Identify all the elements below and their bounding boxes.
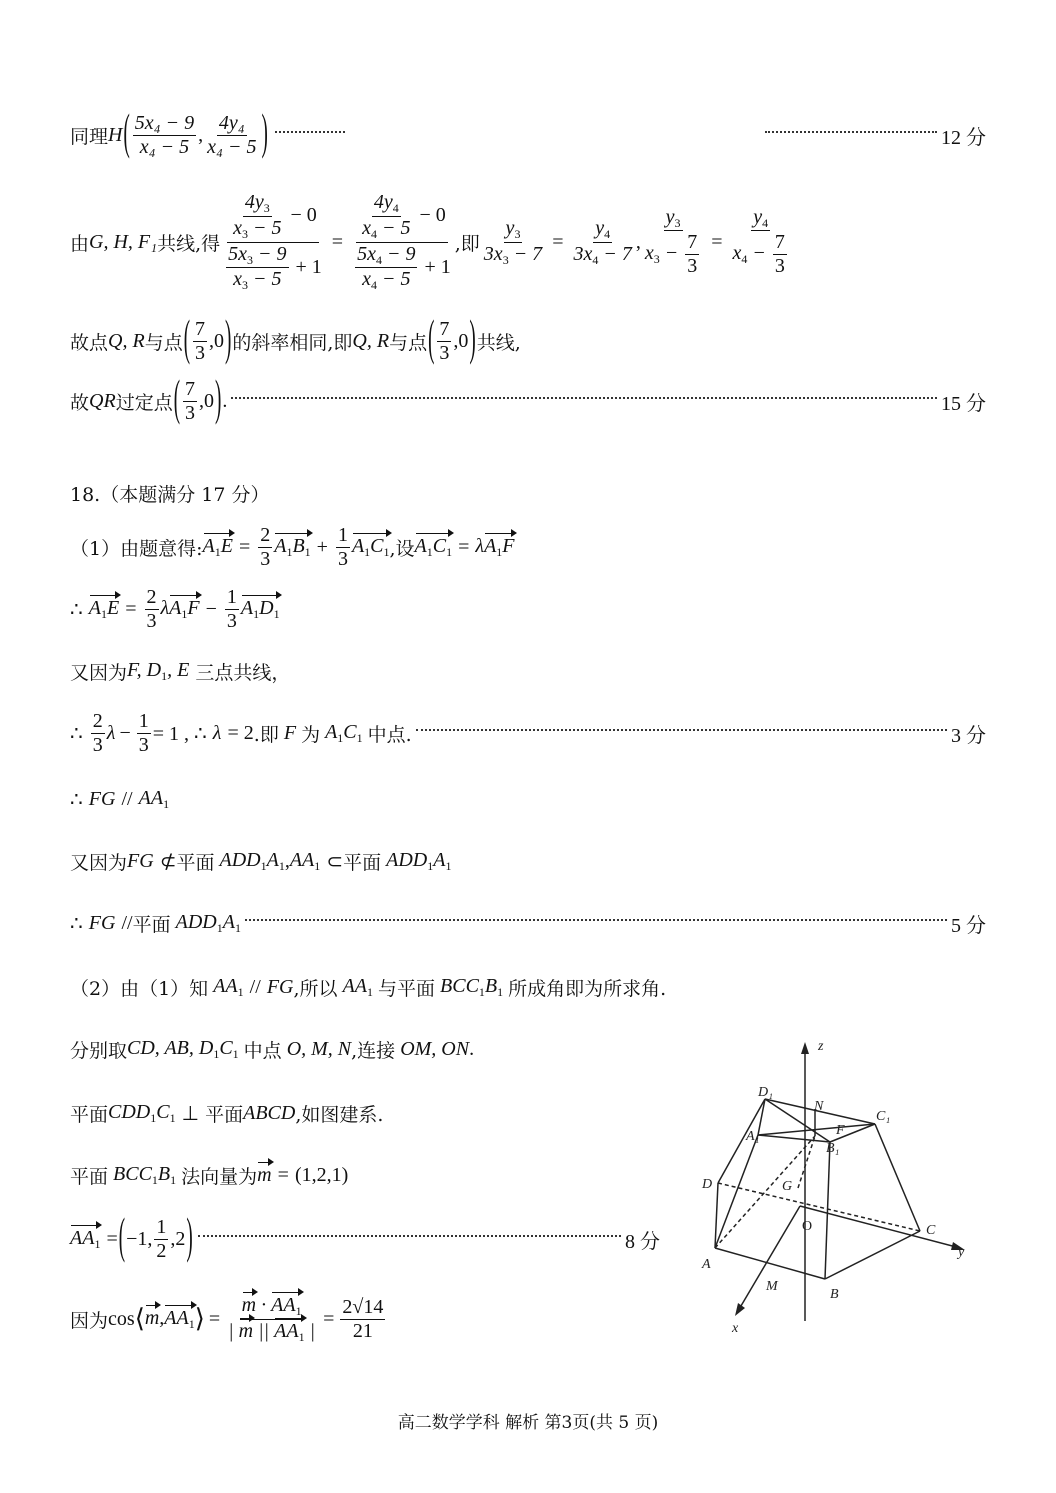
solution-line-fixed-point: 故 QR 过定点 ( $\frac{7}{3}$ ,0 ) . 15 分 xyxy=(70,372,986,427)
svg-text:G: G xyxy=(782,1179,793,1194)
page-footer: 高二数学学科 解析 第3页(共 5 页) xyxy=(397,1413,659,1433)
score-3: 3 分 xyxy=(951,724,986,747)
q18-part1-line5: ∴ FG // $AA_1$ xyxy=(70,786,170,811)
svg-text:A: A xyxy=(702,1257,711,1272)
q18-part2-line6: 因为 cos ⟨ $m,AA_1$ ⟩ = $\frac{m \cdot AA_1}{| m || AA_1 |}$ = $\frac{2√14}{21}$ xyxy=(70,1293,384,1344)
svg-text:F: F xyxy=(836,1123,845,1138)
svg-text:C₁: C₁ xyxy=(876,1109,891,1124)
svg-text:D₁: D₁ xyxy=(758,1085,773,1100)
fraction-h-x: $\frac{\text{5x₄ − 9}}{\text{x₄ − 5}}$ xyxy=(134,111,195,158)
y-axis xyxy=(800,1206,960,1248)
svg-text:z: z xyxy=(818,1039,824,1054)
svg-text:O: O xyxy=(802,1219,813,1234)
score-8: 8 分 xyxy=(625,1230,660,1253)
q18-part1-line7: ∴ FG // 平面 $ADD_1A_1$ 5 分 xyxy=(70,910,986,937)
svg-text:A₁: A₁ xyxy=(746,1129,760,1144)
q18-header: 18.（本题满分 17 分） xyxy=(70,483,270,506)
geometry-figure xyxy=(690,1036,990,1336)
q18-part2-line4: 平面 $BCC_1B_1$ 法向量为 m = (1,2,1) xyxy=(70,1162,349,1188)
svg-text:N: N xyxy=(814,1099,824,1114)
score-12: 12 分 xyxy=(941,126,986,149)
solution-line-h: 同理 H ( $\frac{\text{5x₄ − 9}}{\text{x₄ − 5}}$ , $\frac{\text{4y₄}}{\text{x₄ − 5}}$ ) 12 分 xyxy=(70,106,986,161)
solution-line-slope: 故点 Q, R 与点 ( $\frac{7}{3}$ ,0 ) 的斜率相同,即 Q, R 与点 ( $\frac{7}{3}$ ,0 ) 共线, xyxy=(70,312,521,367)
q18-part1-line2: ∴ $A_1E$ = $\frac{2}{3}$ $\lambda A_1F$ − $\frac{1}{3}$ $A_1D_1$ xyxy=(70,585,280,632)
q18-part1-line3: 又因为 F, $D_1$, E 三点共线， xyxy=(70,658,291,684)
svg-text:D: D xyxy=(702,1177,713,1192)
svg-text:B₁: B₁ xyxy=(826,1141,840,1156)
normal-vector-value: (1,2,1) xyxy=(294,1163,349,1186)
svg-text:M: M xyxy=(766,1279,778,1294)
q18-part2-line3: 平面 $CDD_1C_1$ ⊥ 平面 ABCD ,如图建系. xyxy=(70,1100,384,1126)
q18-part1-line4: ∴ $\frac{2}{3}$ λ − $\frac{1}{3}$ = 1 , ∴ λ = 2 .即 F 为 $A_1C_1$ 中点. 3 分 xyxy=(70,709,986,756)
q18-part1-line1: （1）由题意得: $A_1E$ = $\frac{2}{3}$ $A_1B_1$ + $\frac{1}{3}$ $A_1C_1$ ,设 $A_1C_1$ = $\lambda A_1F$ xyxy=(70,523,515,570)
svg-text:B: B xyxy=(830,1287,839,1302)
fraction-h-y: $\frac{\text{4y₄}}{\text{x₄ − 5}}$ xyxy=(207,111,257,158)
score-5: 5 分 xyxy=(951,914,986,937)
compound-fraction-right: $\frac{4y_4}{x_4 - 5}$ − 0 $\frac{5x_4 - 9}{x_4 - 5}$ + 1 xyxy=(357,190,451,293)
q18-part1-line6: 又因为 FG ⊄ 平面 $ADD_1A_1$ , $AA_1$ ⊂ 平面 $ADD_1A_1$ xyxy=(70,848,452,874)
score-15: 15 分 xyxy=(941,392,986,415)
text-tongli: 同理 xyxy=(70,125,109,148)
solution-line-collinear: 由 G, H, F₁ 共线,得 $\frac{4y_3}{x_3 - 5}$ − 0 $\frac{5x_3 - 9}{x_3 - 5}$ + 1 = $\frac{4y_4}{x_4 - 5}$ − 0 $\frac{5x_4 - 9}{x_4 - 5}$ + 1 ,即 $\frac{y_3}{3x_3 - 7}$ = $\frac{y_4}{3x_4 - 7}$ , $y_3$ $x_3$ − $\frac{7}{3}$ = $y_4$ $x_4$ − $\frac{7}{3}$ xyxy=(70,190,785,293)
q18-part2-line2: 分别取 CD, AB, $D_1C_1$ 中点 O, M, N ,连接 OM, ON . xyxy=(70,1036,475,1062)
x-axis xyxy=(738,1206,800,1311)
compound-fraction-left: $\frac{4y_3}{x_3 - 5}$ − 0 $\frac{5x_3 - 9}{x_3 - 5}$ + 1 xyxy=(228,190,322,293)
svg-text:x: x xyxy=(732,1321,739,1336)
svg-text:C: C xyxy=(926,1223,936,1238)
q18-part2-line5: $AA_1$ = ( −1, $\frac{1}{2}$ ,2 ) 8 分 xyxy=(70,1210,660,1265)
svg-text:y: y xyxy=(958,1245,965,1260)
q18-part2-line1: （2）由（1）知 $AA_1$ // FG ,所以 $AA_1$ 与平面 $BCC_1B_1$ 所成角即为所求角. xyxy=(70,974,667,1000)
point-h: H xyxy=(108,123,123,146)
